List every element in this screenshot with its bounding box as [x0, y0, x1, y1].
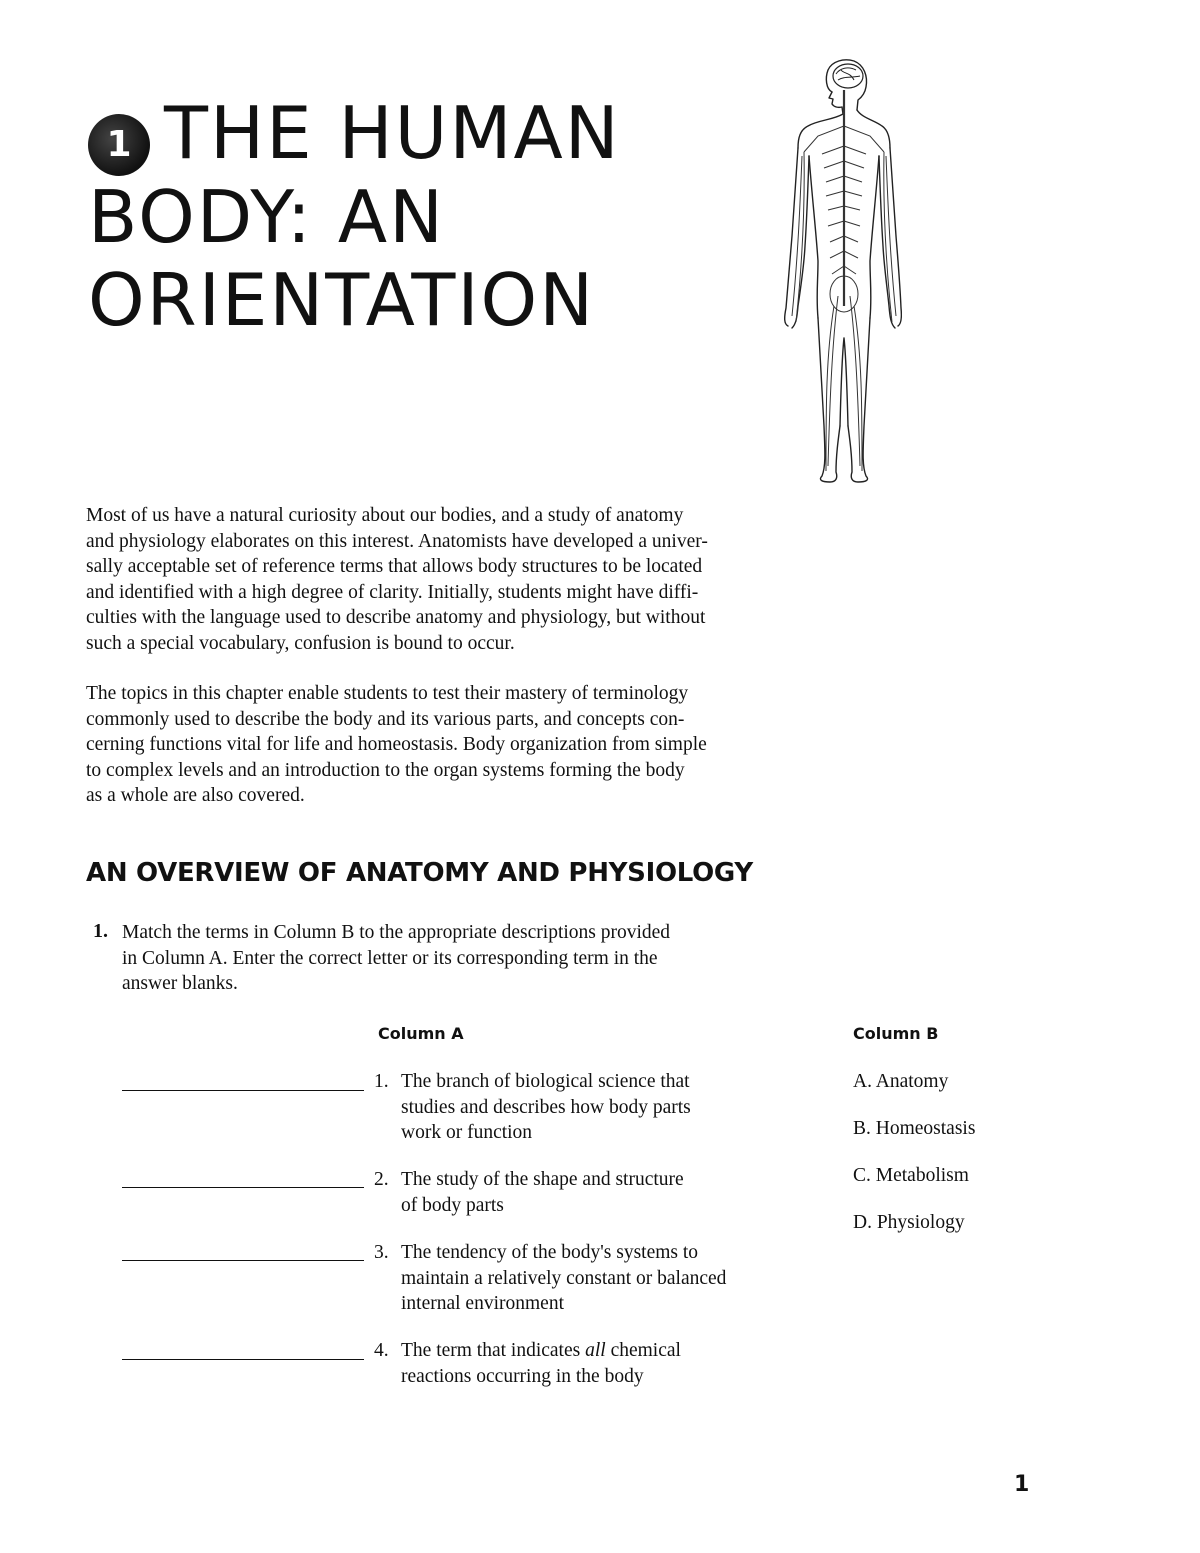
question-instructions	[122, 920, 812, 997]
item-4-text-before: The term that indicates	[401, 1340, 586, 1361]
item-description-2	[401, 1167, 811, 1218]
chapter-title-line-2: BODY: AN	[88, 175, 445, 259]
intro-paragraph-2	[86, 681, 850, 809]
question-line: in Column A. Enter the correct letter or its corresponding term in the	[122, 947, 658, 969]
chapter-title-line-3: ORIENTATION	[88, 258, 596, 342]
column-a-header: Column A	[378, 1024, 464, 1043]
intro-p2-line: cerning functions vital for life and homeostasis. Body organization from simple	[86, 734, 707, 756]
item-1-line: The branch of biological science that	[401, 1071, 690, 1092]
section-heading: AN OVERVIEW OF ANATOMY AND PHYSIOLOGY	[86, 858, 753, 888]
item-1-line: work or function	[401, 1122, 533, 1144]
term-b: B. Homeostasis	[853, 1118, 976, 1139]
answer-blank-3[interactable]	[122, 1260, 364, 1261]
item-description-3	[401, 1240, 811, 1317]
item-description-1	[401, 1069, 811, 1146]
human-nervous-system-illustration	[778, 56, 902, 488]
page-number: 1	[1014, 1472, 1030, 1497]
item-2-line: The study of the shape and structure	[401, 1169, 684, 1190]
intro-paragraph-1	[86, 503, 850, 657]
intro-p2-line: commonly used to describe the body and its various parts, and concepts con-	[86, 708, 685, 730]
item-4-emphasis: all	[585, 1340, 606, 1361]
column-b-header: Column B	[853, 1024, 939, 1043]
intro-p2-line: as a whole are also covered.	[86, 785, 305, 807]
question-line: answer blanks.	[122, 973, 238, 995]
question-number: 1.	[93, 920, 108, 942]
intro-p2-line: to complex levels and an introduction to the organ systems forming the body	[86, 759, 685, 781]
chapter-title-line-1: THE HUMAN	[164, 91, 621, 175]
intro-p1-line: such a special vocabulary, confusion is bound to occur.	[86, 632, 515, 654]
chapter-number-badge: 1	[88, 114, 150, 176]
question-line: Match the terms in Column B to the appropriate descriptions provided	[122, 922, 671, 943]
item-2-line: of body parts	[401, 1194, 504, 1216]
answer-blank-4[interactable]	[122, 1359, 364, 1360]
item-4-line-2: reactions occurring in the body	[401, 1365, 644, 1387]
intro-p1-line: and physiology elaborates on this interest. Anatomists have developed a univer-	[86, 530, 708, 552]
term-c: C. Metabolism	[853, 1165, 969, 1186]
item-4-text-after: chemical	[605, 1340, 681, 1361]
chapter-title	[88, 92, 621, 342]
item-3-line: internal environment	[401, 1293, 564, 1315]
intro-p2-line: The topics in this chapter enable students to test their mastery of terminology	[86, 683, 689, 704]
item-description-4	[401, 1338, 811, 1389]
item-3-line: The tendency of the body's systems to	[401, 1242, 699, 1263]
item-number-3: 3.	[374, 1242, 389, 1263]
term-a: A. Anatomy	[853, 1071, 949, 1092]
item-number-1: 1.	[374, 1071, 389, 1092]
item-3-line: maintain a relatively constant or balanced	[401, 1267, 727, 1289]
intro-p1-line: and identified with a high degree of clarity. Initially, students might have diffi-	[86, 581, 699, 603]
intro-p1-line: Most of us have a natural curiosity about our bodies, and a study of anatomy	[86, 505, 684, 526]
item-number-4: 4.	[374, 1340, 389, 1361]
answer-blank-1[interactable]	[122, 1090, 364, 1091]
item-number-2: 2.	[374, 1169, 389, 1190]
answer-blank-2[interactable]	[122, 1187, 364, 1188]
term-d: D. Physiology	[853, 1212, 965, 1233]
item-1-line: studies and describes how body parts	[401, 1096, 691, 1118]
intro-p1-line: culties with the language used to describe anatomy and physiology, but without	[86, 607, 706, 629]
intro-p1-line: sally acceptable set of reference terms that allows body structures to be located	[86, 556, 703, 578]
